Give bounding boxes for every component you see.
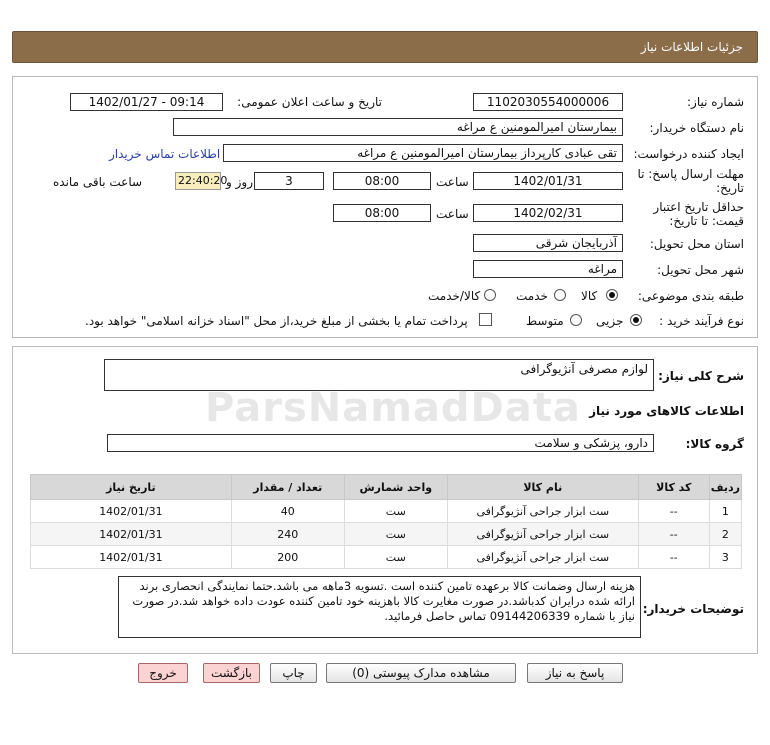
- item-code: --: [638, 500, 709, 523]
- item-quantity: 200: [231, 546, 344, 569]
- reply-time-label: ساعت: [436, 175, 469, 189]
- reply-deadline-label: مهلت ارسال پاسخ: تا: [637, 167, 744, 181]
- category-goods-service-radio[interactable]: [484, 289, 496, 301]
- row-number: 2: [709, 523, 741, 546]
- goods-table-header: [31, 475, 742, 500]
- col-name-header: نام کالا: [447, 475, 638, 500]
- page-header: [12, 31, 758, 63]
- item-need-date: 1402/01/31: [31, 523, 232, 546]
- process-medium-label: متوسط: [526, 314, 564, 328]
- col-row-header: ردیف: [709, 475, 741, 500]
- table-row: [31, 523, 742, 546]
- treasury-docs-checkbox[interactable]: [479, 313, 492, 326]
- goods-group-field: دارو، پزشکی و سلامت: [107, 434, 654, 452]
- category-label: طبقه بندی موضوعی:: [637, 289, 744, 303]
- table-row: [31, 546, 742, 569]
- watermark-text: ParsNamadData: [205, 385, 581, 431]
- contact-buyer-link[interactable]: اطلاعات تماس خریدار: [109, 147, 221, 161]
- need-details-panel: [12, 346, 758, 654]
- goods-info-title: اطلاعات کالاهای مورد نیاز: [589, 404, 744, 418]
- process-medium-radio[interactable]: [570, 314, 582, 326]
- need-info-panel: [12, 76, 758, 338]
- category-goods-service-label: کالا/خدمت: [428, 289, 481, 303]
- announce-label: تاریخ و ساعت اعلان عمومی:: [237, 95, 382, 109]
- row-number: 1: [709, 500, 741, 523]
- item-quantity: 40: [231, 500, 344, 523]
- buyer-notes-field: هزینه ارسال وضمانت کالا برعهده تامین کننده است .تسویه 3ماهه می باشد.حتما نمایندگی انحصاری برند ارائه شده درایران کدباشد.در صورت مغایرت کالا باهزینه خود تامین کننده عودت داده خواهد شد.در صورت نیاز با شماره 09144206339 تماس حاصل فرمائید.: [118, 576, 641, 638]
- need-number-field: 1102030554000006: [473, 93, 623, 111]
- process-type-label: نوع فرآیند خرید :: [659, 314, 744, 328]
- item-name: ست ابزار جراحی آنژیوگرافی: [447, 546, 638, 569]
- province-field: آذربایجان شرقی: [473, 234, 623, 252]
- validity-time-label: ساعت: [436, 207, 469, 221]
- price-validity-label: حداقل تاریخ اعتبار: [653, 200, 744, 214]
- print-button[interactable]: چاپ: [270, 663, 317, 683]
- item-code: --: [638, 546, 709, 569]
- exit-button[interactable]: خروج: [138, 663, 188, 683]
- buyer-notes-label: توضیحات خریدار:: [642, 602, 744, 616]
- item-unit: ست: [344, 500, 447, 523]
- category-goods-label: کالا: [581, 289, 598, 303]
- reply-date-field: 1402/01/31: [473, 172, 623, 190]
- item-need-date: 1402/01/31: [31, 500, 232, 523]
- payment-note: پرداخت تمام یا بخشی از مبلغ خرید،از محل "اسناد خزانه اسلامی" خواهد بود.: [85, 314, 468, 328]
- table-row: [31, 500, 742, 523]
- days-label: روز و: [226, 175, 253, 189]
- col-date-header: تاریخ نیاز: [31, 475, 232, 500]
- category-goods-radio[interactable]: [606, 289, 618, 301]
- back-button[interactable]: بازگشت: [203, 663, 260, 683]
- remaining-time-label: ساعت باقی مانده: [53, 175, 143, 189]
- item-unit: ست: [344, 523, 447, 546]
- creator-field: تقی عبادی کارپرداز بیمارستان امیرالمومنین ع مراغه: [223, 144, 623, 162]
- province-label: استان محل تحویل:: [649, 237, 744, 251]
- reply-time-field: 08:00: [333, 172, 431, 190]
- row-number: 3: [709, 546, 741, 569]
- item-code: --: [638, 523, 709, 546]
- buyer-org-field: بیمارستان امیرالمومنین ع مراغه: [173, 118, 623, 136]
- summary-field: لوازم مصرفی آنژیوگرافی: [104, 359, 654, 391]
- page-title: جزئیات اطلاعات نیاز: [640, 40, 743, 54]
- col-qty-header: تعداد / مقدار: [231, 475, 344, 500]
- summary-label: شرح کلی نیاز:: [658, 369, 744, 383]
- goods-group-label: گروه کالا:: [685, 437, 744, 451]
- col-code-header: کد کالا: [638, 475, 709, 500]
- announce-field: 1402/01/27 - 09:14: [70, 93, 223, 111]
- days-field: 3: [254, 172, 324, 190]
- price-validity-label-2: قیمت: تا تاریخ:: [669, 214, 744, 228]
- item-need-date: 1402/01/31: [31, 546, 232, 569]
- goods-table: [30, 474, 742, 569]
- validity-time-field: 08:00: [333, 204, 431, 222]
- item-quantity: 240: [231, 523, 344, 546]
- category-service-label: خدمت: [516, 289, 548, 303]
- item-unit: ست: [344, 546, 447, 569]
- need-number-label: شماره نیاز:: [687, 95, 744, 109]
- buyer-org-label: نام دستگاه خریدار:: [649, 121, 744, 135]
- item-name: ست ابزار جراحی آنژیوگرافی: [447, 523, 638, 546]
- process-minor-radio[interactable]: [630, 314, 642, 326]
- reply-button[interactable]: پاسخ به نیاز: [527, 663, 623, 683]
- city-field: مراغه: [473, 260, 623, 278]
- remaining-time-field: 22:40:20: [175, 172, 221, 190]
- category-service-radio[interactable]: [554, 289, 566, 301]
- col-unit-header: واحد شمارش: [344, 475, 447, 500]
- city-label: شهر محل تحویل:: [657, 263, 744, 277]
- validity-date-field: 1402/02/31: [473, 204, 623, 222]
- item-name: ست ابزار جراحی آنژیوگرافی: [447, 500, 638, 523]
- creator-label: ایجاد کننده درخواست:: [633, 147, 744, 161]
- attachments-button[interactable]: مشاهده مدارک پیوستی (0): [326, 663, 516, 683]
- reply-deadline-label-2: تاریخ:: [716, 181, 744, 195]
- process-minor-label: جزیی: [596, 314, 624, 328]
